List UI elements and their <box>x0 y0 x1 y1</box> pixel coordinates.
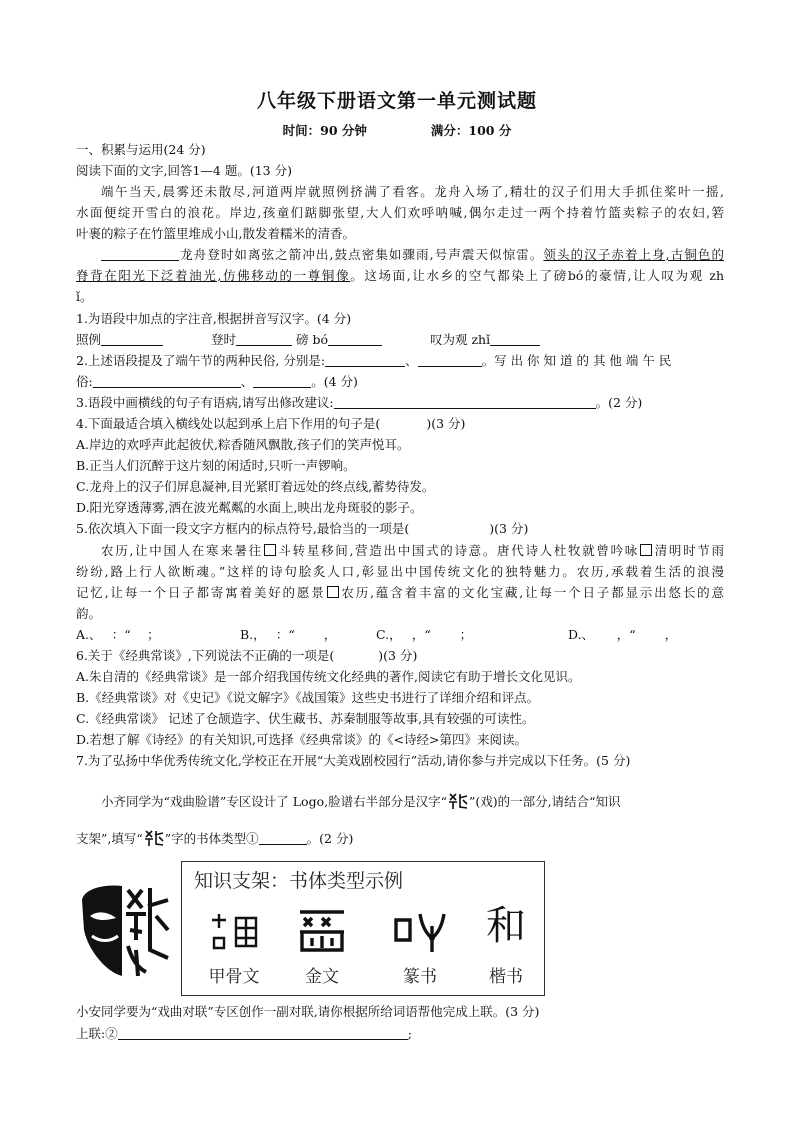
transition-blank[interactable] <box>101 248 179 261</box>
q5-options <box>76 627 724 643</box>
q2-answer-2[interactable] <box>418 354 482 367</box>
q5-option-b: B.， ：“ ， <box>240 627 337 642</box>
question-1-items <box>76 332 724 348</box>
punctuation-box <box>264 544 276 556</box>
q6-stem-text: 6.关于《经典常谈》,下列说法不正确的一项是( <box>76 648 335 663</box>
q1-answer-c[interactable] <box>328 333 382 346</box>
q2-answer-1[interactable] <box>325 354 405 367</box>
passage-line: 叶裹的粽子在竹篮里堆成小山,散发着糯米的清香。 <box>76 226 355 241</box>
q5-option-c: C.， ，“ ； <box>376 627 473 642</box>
opera-mask-logo <box>76 880 172 980</box>
caption-regular: 楷书 <box>489 967 523 987</box>
q6-option-d: D.若想了解《诗经》的有关知识,可选择《经典常谈》的《<诗经>第四》来阅读。 <box>76 732 527 747</box>
passage-text: 龙舟登时如离弦之箭冲出,鼓点密集如骤雨,号声震天似惊雷。 <box>179 247 544 262</box>
q4-option-b: B.正当人们沉醉于这片刻的闲适时,只听一声锣响。 <box>76 458 356 473</box>
q7-text: 支架”,填写“ <box>76 831 143 846</box>
q7-text: 小齐同学为“戏曲脸谱”专区设计了 Logo,脸谱右半部分是汉字“ <box>101 794 447 809</box>
q4-option-c: C.龙舟上的汉子们屏息凝神,目光紧盯着远处的终点线,蓄势待发。 <box>76 479 435 494</box>
q7-score: 。(2 分) <box>306 831 354 846</box>
q5-text-line: 纷纷,路上行人欲断魂。”这样的诗句脍炙人口,彰显出中国传统文化的独特魅力。农历,承载着生活的浪漫 <box>76 564 724 579</box>
q1-item-a: 照例 <box>76 332 102 347</box>
seal-script-glyph-icon <box>390 906 450 954</box>
question-3-line <box>76 395 724 411</box>
knowledge-scaffold-box <box>181 861 545 996</box>
caption-seal: 篆书 <box>403 967 437 987</box>
question-5-stem <box>76 521 724 537</box>
q7-text-line <box>76 792 724 810</box>
passage-line: ǐ。 <box>76 289 93 304</box>
xi-seal-character-icon <box>447 792 469 810</box>
question-2-line: 俗: 、 。(4 分) <box>76 374 358 389</box>
q6-score: )(3 分) <box>378 648 418 663</box>
question-6-stem <box>76 648 724 664</box>
passage-line: 端午当天,晨雾还未散尽,河道两岸就照例挤满了看客。龙舟入场了,精壮的汉子们用大手抓住桨叶一摇, <box>101 184 724 199</box>
q5-text: 清明时节雨 <box>653 543 724 558</box>
q3-answer[interactable] <box>334 396 596 409</box>
q5-text-line: 韵。 <box>76 606 102 621</box>
question-2-line: 2.上述语段提及了端午节的两种民俗, 分别是: 、 。写 出 你 知 道 的 其 他 端 午 民 <box>76 353 672 368</box>
q5-text: 记忆,让每一个日子都寄寓着美好的愿景 <box>76 585 326 600</box>
question-7-stem: 7.为了弘扬中华优秀传统文化,学校正在开展“大美戏剧校园行”活动,请你参与并完成以下任务。(5 分) <box>76 753 631 768</box>
punctuation-box <box>640 544 652 556</box>
q4-option-d: D.阳光穿透薄雾,洒在波光粼粼的水面上,映出龙舟斑驳的影子。 <box>76 500 423 515</box>
q5-stem-text: 5.依次填入下面一段文字方框内的标点符号,最恰当的一项是( <box>76 521 410 536</box>
underlined-sentence: 脊背在阳光下泛着油光,仿佛移动的一尊铜像 <box>76 268 351 283</box>
q5-option-d: D.、 ，“ ， <box>568 627 678 642</box>
q3-stem: 3.语段中画横线的句子有语病,请写出修改建议: <box>76 395 334 410</box>
bronze-script-glyph-icon <box>292 906 352 954</box>
q7-text: ”字的书体类型① <box>164 831 259 846</box>
q4-option-a: A.岸边的欢呼声此起彼伏,粽香随风飘散,孩子们的笑声悦耳。 <box>76 437 410 452</box>
q2-stem: 2.上述语段提及了端午节的两种民俗, 分别是: <box>76 353 326 368</box>
q2-answer-4[interactable] <box>253 375 311 388</box>
oracle-bone-glyph-icon <box>204 906 264 954</box>
exam-score: 满分：100 分 <box>430 123 512 138</box>
q7-answer-2[interactable] <box>118 1027 408 1040</box>
q1-item-c: 磅 bó <box>295 332 328 347</box>
passage-line <box>76 268 724 284</box>
section-heading: 一、积累与运用(24 分) <box>76 142 206 157</box>
q1-answer-a[interactable] <box>101 333 163 346</box>
page-title: 八年级下册语文第一单元测试题 <box>256 90 537 112</box>
q7-couplet-tail: ; <box>407 1026 412 1041</box>
q1-item-b: 登时 <box>210 332 236 347</box>
q5-text: 斗转星移间,营造出中国式的诗意。唐代诗人杜牧就曾吟咏 <box>276 543 639 558</box>
q4-score: )(3 分) <box>426 416 466 431</box>
question-4-stem <box>76 416 724 432</box>
q7-couplet-line <box>76 1026 724 1042</box>
q6-option-b: B.《经典常谈》对《史记》《说文解字》《战国策》这些史书进行了详细介绍和评点。 <box>76 690 540 705</box>
scaffold-title: 知识支架：书体类型示例 <box>194 870 404 892</box>
q1-item-d: 叹为观 zhǐ <box>429 332 491 347</box>
caption-oracle-bone: 甲骨文 <box>208 967 260 987</box>
q1-answer-d[interactable] <box>490 333 540 346</box>
q6-option-a: A.朱自清的《经典常谈》是一部介绍我国传统文化经典的著作,阅读它有助于增长文化见识。 <box>76 669 581 684</box>
q2-score: 。(4 分) <box>311 374 358 389</box>
reading-intro: 阅读下面的文字,回答1—4 题。(13 分) <box>76 163 292 178</box>
q2-label: 俗: <box>76 374 93 389</box>
q2-answer-3[interactable] <box>93 375 241 388</box>
q5-text: 农历,蕴含着丰富的文化宝藏,让每一个日子都显示出悠长的意 <box>339 585 724 600</box>
q2-stem-tail: 。写 出 你 知 道 的 其 他 端 午 民 <box>481 353 672 368</box>
q7-text-line <box>76 829 724 847</box>
exam-meta <box>0 121 794 139</box>
passage-line <box>76 247 724 263</box>
q4-stem-text: 4.下面最适合填入横线处以起到承上启下作用的句子是( <box>76 416 381 431</box>
q7-couplet-label: 上联:② <box>76 1026 118 1041</box>
q1-answer-b[interactable] <box>236 333 292 346</box>
passage-text: 。这场面,让水乡的空气都染上了磅bó的豪情,让人叹为观 zh <box>350 268 724 283</box>
q5-text: 农历,让中国人在寒来暑往 <box>101 543 263 558</box>
regular-script-glyph: 和 <box>486 903 526 949</box>
q7-text: ”(戏)的一部分,请结合“知识 <box>468 794 621 809</box>
caption-bronze: 金文 <box>305 967 339 987</box>
question-1-stem: 1.为语段中加点的字注音,根据拼音写汉字。(4 分) <box>76 311 352 326</box>
xi-seal-character-icon <box>143 829 165 847</box>
q5-text-line <box>76 543 724 559</box>
q5-text-line <box>76 585 724 601</box>
q5-score: )(3 分) <box>489 521 529 536</box>
q6-option-c: C.《经典常谈》 记述了仓颉造字、伏生藏书、苏秦制服等故事,具有较强的可读性。 <box>76 711 535 726</box>
q5-option-a: A.、 ：“ ； <box>76 627 160 642</box>
q7-text-line: 小安同学要为“戏曲对联”专区创作一副对联,请你根据所给词语帮他完成上联。(3 分) <box>76 1004 540 1019</box>
q3-score: 。(2 分) <box>595 395 643 410</box>
passage-line: 水面便绽开雪白的浪花。岸边,孩童们踮脚张望,大人们欢呼呐喊,偶尔走过一两个持着竹篮卖粽子的农妇,箬 <box>76 205 724 220</box>
punctuation-box <box>327 586 339 598</box>
underlined-sentence: 领头的汉子赤着上身,古铜色的 <box>543 247 724 262</box>
q7-answer-1[interactable] <box>259 832 307 845</box>
exam-time: 时间：90 分钟 <box>282 123 367 138</box>
